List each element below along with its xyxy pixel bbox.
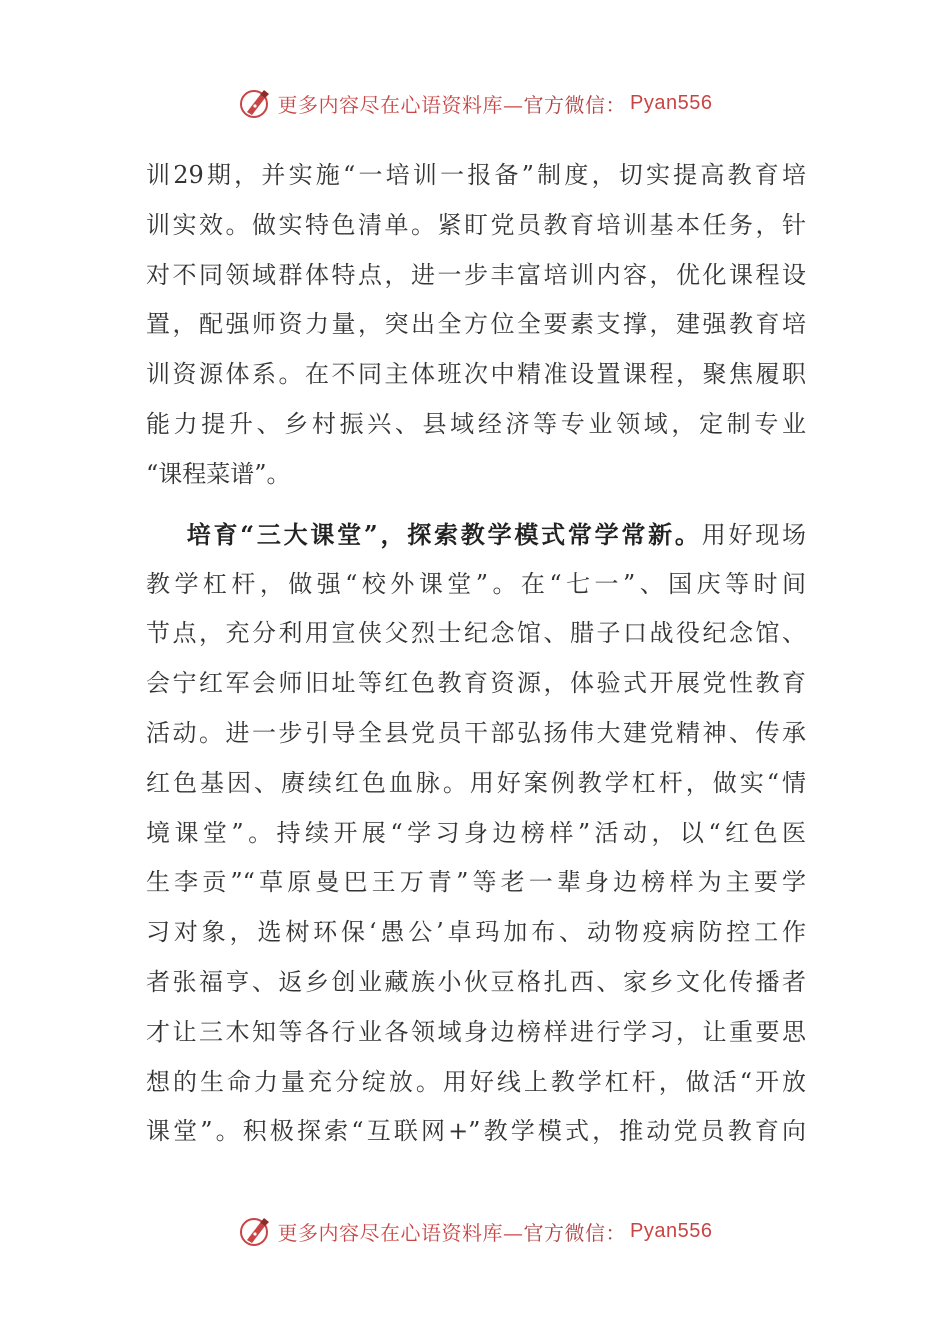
- section-heading: 培育“三大课堂”，探索教学模式常学常新。: [184, 519, 702, 549]
- paragraph-line: 想的生命力量充分绽放。用好线上教学杠杆，做活“开放: [146, 1067, 806, 1096]
- banner-text: 更多内容尽在心语资料库—: [277, 92, 524, 117]
- paragraph-line: 生李贡”“草原曼巴王万青”等老一辈身边榜样为主要学: [146, 868, 806, 897]
- footer-watermark-banner: [0, 1214, 950, 1248]
- pen-nib-logo-icon: [238, 1214, 272, 1248]
- paragraph-line: 置，配强师资力量，突出全方位全要素支撑，建强教育培: [146, 310, 806, 339]
- paragraph-line: 会宁红军会师旧址等红色教育资源，体验式开展党性教育: [146, 669, 806, 698]
- banner-text: 更多内容尽在心语资料库—: [277, 1220, 524, 1245]
- paragraph-line: 教学杠杆，做强“校外课堂”。在“七一”、国庆等时间: [146, 569, 806, 598]
- paragraph-line: “课程菜谱”。: [146, 459, 291, 488]
- paragraph-line: 境课堂”。持续开展“学习身边榜样”活动，以“红色医: [146, 818, 806, 847]
- paragraph-line: 者张福亨、返乡创业藏族小伙豆格扎西、家乡文化传播者: [146, 967, 806, 996]
- header-watermark-banner: [0, 86, 950, 120]
- paragraph-line: 训实效。做实特色清单。紧盯党员教育培训基本任务，针: [146, 210, 806, 239]
- paragraph-line: 训29期，并实施“一培训一报备”制度，切实提高教育培: [146, 161, 806, 189]
- paragraph-line: 能力提升、乡村振兴、县域经济等专业领域，定制专业: [146, 409, 806, 438]
- paragraph-line: 节点，充分利用宣侠父烈士纪念馆、腊子口战役纪念馆、: [146, 619, 806, 648]
- banner-wechat-label: 官方微信：: [523, 92, 627, 117]
- section-first-line: [146, 510, 806, 560]
- paragraph-line: 活动。进一步引导全县党员干部弘扬伟大建党精神、传承: [146, 718, 806, 747]
- body-text: [146, 151, 806, 1157]
- banner-wechat-handle: Pyan556: [630, 1219, 713, 1242]
- paragraph-line: 课堂”。积极探索“互联网+”教学模式，推动党员教育向: [146, 1117, 806, 1146]
- pen-nib-logo-icon: [238, 86, 272, 120]
- banner-wechat-handle: Pyan556: [630, 91, 713, 114]
- paragraph-line: 红色基因、赓续红色血脉。用好案例教学杠杆，做实“情: [146, 768, 806, 797]
- paragraph-line: 对不同领域群体特点，进一步丰富培训内容，优化课程设: [146, 260, 806, 289]
- section-first-line-text: 用好现场: [701, 520, 807, 549]
- paragraph-line: 才让三木知等各行业各领域身边榜样进行学习，让重要思: [146, 1017, 806, 1046]
- paragraph-line: 训资源体系。在不同主体班次中精准设置课程，聚焦履职: [146, 360, 806, 389]
- banner-wechat-label: 官方微信：: [523, 1220, 627, 1245]
- paragraph-line: 习对象，选树环保‘愚公’卓玛加布、动物疫病防控工作: [146, 918, 806, 947]
